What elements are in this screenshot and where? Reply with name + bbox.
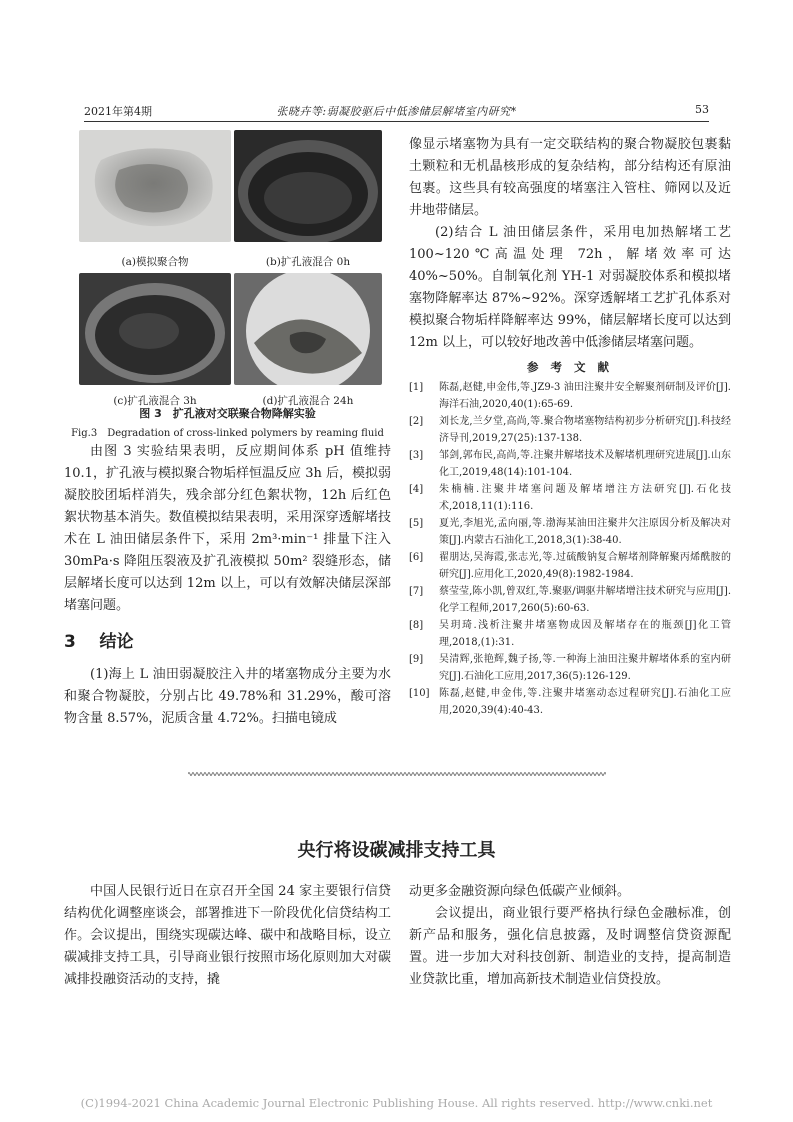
references-title: 参 考 文 献: [526, 360, 613, 374]
reference-text: 吴玥琦.浅析注聚井堵塞物成因及解堵存在的瓶颈[J]化工管理,2018,(1):31.: [439, 620, 731, 648]
page-number: 53: [695, 103, 709, 116]
header-rule: [84, 121, 709, 122]
reference-text: 陈磊,赵健,申金伟,等.注聚井堵塞动态过程研究[J].石油化工应用,2020,39(4):40-43.: [439, 688, 731, 716]
news-right-paragraph-2: 会议提出，商业银行要严格执行绿色金融标准，创新产品和服务，强化信息披露，及时调整信贷资源配置。进一步加大对科技创新、制造业的支持，提高制造业贷款比重，增加高新技术制造业信贷投放。: [409, 906, 731, 987]
reference-item: [409, 550, 731, 583]
right-paragraph-1: 像显示堵塞物为具有一定交联结构的聚合物凝胶包裹黏土颗粒和无机晶核形成的复杂结构，部分结构还有原油包裹。这些具有较高强度的堵塞注入管柱、筛网以及近井地带储层。: [409, 137, 731, 218]
figure-title-cn: 图 3 扩孔液对交联聚合物降解实验: [139, 407, 316, 420]
copyright-footer: (C)1994-2021 China Academic Journal Electronic Publishing House. All rights reserved. http://www.cnki.net: [80, 1096, 713, 1110]
reference-item: [409, 482, 731, 515]
references-list: [409, 380, 731, 720]
figure-3: [64, 130, 391, 407]
reference-item: [409, 686, 731, 719]
reference-item: [409, 584, 731, 617]
photo-c-3h: [79, 273, 231, 385]
left-paragraph-2: (1)海上 L 油田弱凝胶注入井的堵塞物成分主要为水和聚合物凝胶，分别占比 49.78%和 31.29%，酸可溶物含量 8.57%，泥质含量 4.72%。扫描电镜成: [64, 667, 391, 726]
caption-b: (b)扩孔液混合 0h: [265, 256, 351, 268]
right-paragraph-2: (2)结合 L 油田储层条件，采用电加热解堵工艺 100~120℃高温处理 72h，解堵效率可达 40%~50%。自制氧化剂 YH-1 对弱凝胶体系和模拟堵塞物降解率达 87%~92%。深穿透解堵工艺扩孔体系对模拟聚合物垢样降解率达 99%，储层解堵长度可以达到 12m 以上，可以较好地改善中低渗储层堵塞问题。: [409, 225, 731, 350]
news-title: 央行将设碳减排支持工具: [297, 840, 496, 861]
reference-number: [4]: [409, 484, 424, 495]
section-heading-3: [64, 627, 134, 652]
issue-label: 2021年第4期: [84, 105, 152, 118]
reference-number: [2]: [409, 416, 424, 427]
reference-item: [409, 414, 731, 447]
news-right-paragraph-1: 动更多金融资源向绿色低碳产业倾斜。: [409, 884, 631, 899]
caption-d: (d)扩孔液混合 24h: [262, 395, 354, 407]
reference-number: [10]: [409, 688, 430, 699]
reference-item: [409, 448, 731, 481]
article-running-title: 张晓卉等:弱凝胶驱后中低渗储层解堵室内研究*: [276, 105, 517, 118]
reference-text: 夏光,李旭光,孟向丽,等.渤海某油田注聚井欠注原因分析及解决对策[J].内蒙古石油化工,2018,3(1):38-40.: [439, 518, 731, 546]
reference-item: [409, 516, 731, 549]
reference-text: 翟朋达,吴海霞,张志光,等.过硫酸钠复合解堵剂降解聚丙烯酰胺的研究[J].应用化工,2020,49(8):1982-1984.: [439, 552, 731, 580]
reference-text: 邹剑,郭布民,高尚,等.注聚井解堵技术及解堵机理研究进展[J].山东化工,2019,48(14):101-104.: [439, 450, 731, 478]
section-title: 结论: [99, 632, 134, 652]
photo-d-24h: [234, 273, 382, 385]
reference-number: [5]: [409, 518, 424, 529]
reference-number: [3]: [409, 450, 424, 461]
figure-title-en: Fig.3 Degradation of cross-linked polymers by reaming fluid: [71, 428, 384, 439]
reference-number: [1]: [409, 382, 424, 393]
section-number: 3: [64, 632, 76, 652]
reference-number: [7]: [409, 586, 424, 597]
running-header: [84, 103, 709, 117]
photo-a-polymer: [79, 130, 231, 242]
reference-number: [6]: [409, 552, 424, 563]
left-paragraph-1: 由图 3 实验结果表明，反应期间体系 pH 值维持 10.1，扩孔液与模拟聚合物垢样恒温反应 3h 后，模拟弱凝胶胶团垢样消失，残余部分红色絮状物，12h 后红色絮状物基本消失。数值模拟结果表明，采用深穿透解堵技术在 L 油田储层条件下，采用 2m³·min⁻¹ 排量下注入 30mPa·s 降阻压裂液及扩孔液模拟 50m² 裂缝形态，储层解堵长度可以达到 12m 以上，可以有效解决储层深部堵塞问题。: [64, 444, 391, 613]
caption-c: (c)扩孔液混合 3h: [113, 395, 197, 407]
reference-number: [9]: [409, 654, 424, 665]
reference-item: [409, 380, 731, 413]
reference-text: 刘长龙,兰夕堂,高尚,等.聚合物堵塞物结构初步分析研究[J].科技经济导刊,2019,27(25):137-138.: [439, 416, 731, 444]
reference-text: 陈磊,赵健,申金伟,等.JZ9-3 油田注聚井安全解聚剂研制及评价[J].海洋石油,2020,40(1):65-69.: [439, 382, 731, 410]
news-left-paragraph: 中国人民银行近日在京召开全国 24 家主要银行信贷结构优化调整座谈会，部署推进下一阶段优化信贷结构工作。会议提出，围绕实现碳达峰、碳中和战略目标，设立碳减排支持工具，引导商业银行按照市场化原则加大对碳减排投融资活动的支持，撬: [64, 884, 391, 987]
caption-a: (a)模拟聚合物: [121, 256, 189, 268]
photo-b-0h: [234, 130, 382, 242]
reference-text: 吴清辉,张艳辉,魏子扬,等.一种海上油田注聚井解堵体系的室内研究[J].石油化工应用,2017,36(5):126-129.: [439, 654, 731, 682]
reference-number: [8]: [409, 620, 424, 631]
reference-text: 蔡莹莹,陈小凯,曾双红,等.聚驱/调驱井解堵增注技术研究与应用[J].化学工程师,2017,260(5):60-63.: [439, 586, 731, 614]
reference-item: [409, 652, 731, 685]
wavy-divider: [188, 771, 606, 777]
reference-item: [409, 618, 731, 651]
reference-text: 朱楠楠.注聚井堵塞问题及解堵增注方法研究[J].石化技术,2018,11(1):116.: [439, 484, 731, 512]
